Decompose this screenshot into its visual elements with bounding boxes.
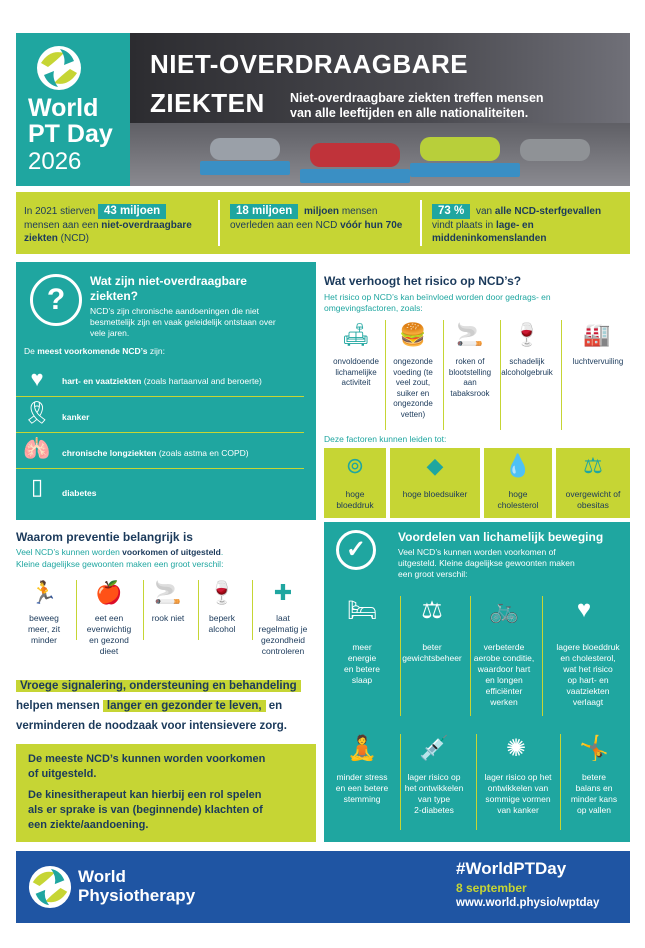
no-smoking-icon: 🚬 — [154, 580, 182, 605]
early-detection-text — [16, 676, 301, 736]
text: voeding (te — [393, 367, 433, 377]
ncd-item-lung — [62, 448, 249, 458]
stat-text: mensen — [339, 206, 378, 217]
text: zijn: — [147, 346, 165, 356]
text-bold: kanker — [62, 412, 90, 422]
syringe-icon: 💉 — [419, 735, 449, 762]
logo-year: 2026 — [28, 148, 82, 175]
stat-text: (NCD) — [57, 233, 90, 244]
person-plank-2 — [310, 143, 400, 167]
text: sommige vormen — [485, 794, 551, 804]
footer — [16, 851, 630, 923]
text: helpen mensen — [16, 700, 103, 712]
text-bold: hart- en vaatziekten — [62, 376, 142, 386]
prevention-item-checkup — [251, 613, 315, 657]
stat-text: van — [476, 206, 495, 217]
text: meer — [352, 642, 372, 652]
ncd-title-line2: ziekten? — [90, 289, 139, 303]
text-bold: chronische longziekten — [62, 448, 157, 458]
benefit-stress — [326, 772, 398, 805]
benefits-desc-line1: Veel NCD’s kunnen worden voorkomen of — [398, 547, 556, 557]
outcome-blood-pressure — [324, 448, 386, 518]
cigarette-icon: 🚬 — [456, 322, 484, 347]
stat-text: In 2021 stierven — [24, 206, 96, 217]
stat-lmic — [424, 192, 630, 254]
text: (zoals astma en COPD) — [156, 448, 249, 458]
highlight-text: langer en gezonder te leven, — [103, 700, 266, 712]
stat-bold: niet-overdraagbare — [101, 220, 192, 231]
outcome-label — [324, 489, 386, 510]
text: als er sprake is van (beginnende) klachten of — [28, 804, 263, 816]
outcome-blood-sugar — [390, 448, 480, 518]
text: De — [24, 346, 38, 356]
text: waardoor hart — [477, 664, 531, 674]
hashtag: #WorldPTDay — [456, 859, 567, 878]
cell-icon: ✺ — [505, 735, 527, 762]
divider — [420, 200, 422, 246]
text: luchtvervuiling — [572, 357, 624, 366]
text: en cholesterol, — [560, 653, 616, 663]
website-link[interactable]: www.world.physio/wptday — [456, 897, 600, 909]
text: rook niet — [151, 613, 185, 623]
person-plank-3 — [420, 137, 500, 161]
text: werken — [490, 697, 518, 707]
benefit-weight — [396, 642, 468, 664]
person-plank-4 — [520, 139, 590, 161]
physio-role-box — [16, 744, 316, 842]
stat-bold: ziekten — [24, 233, 58, 244]
stat-text: overleden aan een NCD — [230, 220, 341, 231]
divider — [218, 200, 220, 246]
text-bold: voorkomen of uitgesteld — [122, 547, 221, 557]
stat-bold: middeninkomenslanden — [432, 233, 547, 244]
text: De meeste NCD’s kunnen worden voorkomen — [28, 753, 266, 765]
text: en betere — [344, 664, 380, 674]
blood-pressure-icon: ⊚ — [345, 453, 365, 478]
risk-factor-diet — [381, 357, 445, 420]
exercise-mat — [200, 161, 290, 175]
text: minder — [31, 635, 57, 645]
stat-bold: alle NCD-sterfgevallen — [494, 206, 602, 217]
text: tabaksrook — [450, 388, 490, 398]
bottle-icon: 🍷 — [513, 322, 541, 347]
benefit-diabetes — [398, 772, 470, 816]
stat-text: vindt plaats in — [432, 220, 496, 231]
text: van kanker — [497, 805, 539, 815]
question-icon: ? — [30, 274, 82, 326]
world-pt-day-logo-icon — [36, 45, 82, 91]
text: Veel NCD’s kunnen worden — [16, 547, 123, 557]
text: activiteit — [341, 378, 371, 387]
text: beter — [422, 642, 442, 652]
benefit-cancer — [478, 772, 558, 816]
fast-food-icon: 🍔 — [399, 322, 427, 347]
benefits-title: Voordelen van lichamelijk beweging — [398, 530, 604, 544]
checkmark-icon: ✓ — [336, 530, 376, 570]
ncd-item-diabetes — [62, 488, 97, 498]
text: minder stress — [336, 772, 388, 782]
sugar-cube-icon: ◆ — [426, 453, 444, 478]
text: energie — [347, 653, 377, 663]
prevention-line1 — [16, 547, 223, 557]
divider — [561, 320, 562, 430]
text: De kinesitherapeut kan hierbij een rol spelen — [28, 789, 262, 801]
org-line1: World — [78, 867, 126, 886]
ncd-title-line1: Wat zijn niet-overdraagbare — [90, 274, 247, 288]
stat-bold: vóór hun 70e — [340, 220, 403, 231]
page-title-line2: ZIEKTEN — [150, 88, 265, 118]
text: . — [220, 547, 224, 557]
bicycle-icon: 🚲 — [489, 597, 519, 624]
text: hoge — [345, 489, 365, 499]
outcome-label — [556, 489, 630, 510]
text: alcohol — [208, 624, 236, 634]
prevention-title: Waarom preventie belangrijk is — [16, 530, 193, 544]
meditation-icon: 🧘 — [347, 735, 377, 762]
medical-cross-icon: ✚ — [273, 580, 293, 605]
text: en longen — [485, 675, 523, 685]
text: meer, zit — [27, 624, 61, 634]
text: op hart- en — [567, 675, 609, 685]
risk-desc-line1: Het risico op NCD’s kan beïnvloed worden door gedrags- en — [324, 292, 551, 302]
text: vaatziekten — [566, 686, 610, 696]
text-bold: meest voorkomende NCD’s — [37, 346, 148, 356]
text: lager risico op — [407, 772, 461, 782]
benefits-desc-line2: uitgesteld. Kleine dagelijkse gewoonten maken — [398, 558, 575, 568]
text: het ontwikkelen — [404, 783, 464, 793]
divider — [16, 468, 304, 469]
prevention-item-diet — [77, 613, 141, 657]
page-title-line1: NIET-OVERDRAAGBARE — [150, 49, 469, 79]
text: wat het risico — [563, 664, 613, 674]
text: een ziekte/aandoening. — [28, 819, 149, 831]
text: (zoals hartaanval and beroerte) — [141, 376, 262, 386]
outcome-obesity — [556, 448, 630, 518]
text: betere — [581, 772, 607, 782]
falling-person-icon: 🤸 — [579, 735, 609, 762]
weight-scale-icon: ⚖ — [421, 597, 443, 624]
text: cholesterol — [497, 499, 539, 510]
text: hoge — [508, 489, 528, 499]
text: gezondheid — [261, 635, 305, 645]
cholesterol-icon: 💧 — [504, 453, 532, 478]
outcome-label — [484, 489, 552, 510]
lungs-icon: 🫁 — [23, 436, 51, 461]
stat-text: mensen aan een — [24, 220, 102, 231]
text: schadelijk — [509, 357, 545, 366]
prevention-line2: Kleine dagelijkse gewoonten maken een groot verschil: — [16, 559, 224, 569]
ncd-desc-line1: NCD’s zijn chronische aandoeningen die niet — [90, 306, 260, 316]
stat-premature — [222, 192, 418, 254]
outcome-cholesterol — [484, 448, 552, 518]
text: controleren — [261, 646, 305, 656]
text: ongezonde — [393, 399, 433, 408]
text: balans en — [575, 783, 613, 793]
heart-pulse-icon: ♥ — [30, 366, 44, 391]
divider — [16, 432, 304, 433]
exercise-icon: 🏃 — [30, 580, 58, 605]
outcome-label — [390, 489, 480, 500]
glucose-meter-icon: ▯ — [30, 474, 44, 499]
exercise-mat — [300, 169, 410, 183]
logo-line2: PT Day — [28, 120, 113, 148]
divider — [542, 596, 543, 716]
text: eet een — [94, 613, 124, 623]
text: en gezond — [89, 635, 129, 645]
heart-warning-icon: ♥ — [576, 596, 592, 623]
risk-desc-line2: omgevingsfactoren, zoals: — [324, 303, 423, 313]
divider — [16, 396, 304, 397]
exercise-mat — [410, 163, 520, 177]
risk-title: Wat verhoogt het risico op NCD’s? — [324, 274, 522, 288]
text: hoge bloedsuiker — [402, 489, 468, 499]
text: minder kans — [570, 794, 618, 804]
event-date: 8 september — [456, 881, 527, 895]
logo-line1: World — [28, 94, 99, 122]
text: efficiënter — [485, 686, 523, 696]
text: verminderen de noodzaak voor intensievere zorg. — [16, 720, 287, 732]
text: slaap — [351, 675, 373, 685]
text: ongezonde — [393, 357, 433, 366]
risk-factor-smoking — [438, 357, 502, 399]
divider — [476, 734, 477, 830]
text: verlaagt — [572, 697, 604, 707]
text-bold: diabetes — [62, 488, 97, 498]
leads-to-label: Deze factoren kunnen leiden tot: — [324, 434, 447, 444]
text: verbeterde — [483, 642, 525, 652]
text: 2-diabetes — [414, 805, 454, 815]
stat-highlight: 43 miljoen — [98, 204, 166, 219]
ncd-common-label — [24, 346, 165, 356]
text: bloeddruk — [336, 499, 374, 510]
person-plank-1 — [210, 138, 280, 160]
scale-icon: ⚖ — [583, 453, 603, 478]
highlight-text: Vroege signalering, ondersteuning en behandeling — [16, 680, 301, 692]
benefits-desc-line3: een groot verschil: — [398, 569, 468, 579]
header-logo-panel — [16, 33, 130, 186]
stat-bold: miljoen — [304, 206, 340, 217]
benefit-balance — [560, 772, 628, 816]
stat-highlight: 73 % — [432, 204, 470, 219]
benefits-panel — [324, 522, 630, 842]
subtitle-line2: van alle leeftijden en alle nationaliteiten. — [290, 106, 529, 120]
text: regelmatig je — [258, 624, 308, 634]
text: alcoholgebruik — [501, 367, 553, 377]
risk-factor-pollution — [566, 357, 630, 368]
text: onvoldoende — [333, 357, 379, 366]
ncd-desc-line2: besmettelijk zijn en vaak geleidelijk ontstaan over — [90, 317, 276, 327]
text: op vallen — [576, 805, 612, 815]
text: overgewicht of — [565, 489, 621, 499]
text: en — [265, 700, 283, 712]
text: aerobe conditie, — [473, 653, 535, 663]
ncd-definition-panel — [16, 262, 316, 520]
text: stemming — [343, 794, 381, 804]
risk-factor-inactivity — [324, 357, 388, 389]
text: aan — [463, 378, 477, 387]
text: roken of — [455, 357, 485, 366]
benefit-energy — [326, 642, 398, 686]
ncd-item-cancer — [62, 412, 89, 422]
stat-highlight: 18 miljoen — [230, 204, 298, 219]
text: blootstelling — [448, 367, 492, 377]
text: beperk — [209, 613, 235, 623]
stat-bar — [16, 192, 630, 254]
text: vetten) — [400, 409, 426, 419]
stat-deaths — [16, 192, 216, 254]
text: en een betere — [335, 783, 389, 793]
inactivity-icon: 🛋 — [342, 322, 370, 347]
text: lichamelijke — [335, 367, 377, 377]
physio-role-text — [28, 752, 265, 833]
text: lagere bloeddruk — [556, 642, 620, 652]
wine-icon: 🍷 — [208, 580, 236, 605]
ncd-desc-line3: vele jaren. — [90, 328, 130, 338]
benefit-aerobic — [468, 642, 540, 708]
text: evenwichtig — [86, 624, 132, 634]
text: veel zout, — [395, 378, 431, 387]
text: suiker en — [396, 388, 430, 398]
benefit-blood-pressure — [548, 642, 628, 708]
apple-icon: 🍎 — [95, 580, 123, 605]
ncd-item-cardio — [62, 376, 262, 386]
risk-factor-alcohol — [495, 357, 559, 378]
text: gewichtsbeheer — [402, 653, 462, 663]
prevention-item-exercise — [12, 613, 76, 646]
text: of uitgesteld. — [28, 768, 97, 780]
stat-bold: lage- en — [495, 220, 534, 231]
sleep-icon: 🛏 — [346, 597, 378, 624]
text: dieet — [99, 646, 119, 656]
org-line2: Physiotherapy — [78, 886, 196, 905]
subtitle-line1: Niet-overdraagbare ziekten treffen mensen — [290, 91, 544, 105]
header-photo-banner — [130, 33, 630, 186]
text: ontwikkelen van — [487, 783, 549, 793]
text: laat — [276, 613, 290, 623]
prevention-item-alcohol — [190, 613, 254, 635]
ribbon-icon: 🎗 — [23, 400, 51, 425]
factory-icon: 🏭 — [583, 322, 611, 347]
world-physiotherapy-logo-icon — [28, 865, 72, 909]
text: van type — [417, 794, 451, 804]
text: beweeg — [29, 613, 59, 623]
text: lager risico op het — [484, 772, 552, 782]
text: obesitas — [577, 499, 609, 510]
